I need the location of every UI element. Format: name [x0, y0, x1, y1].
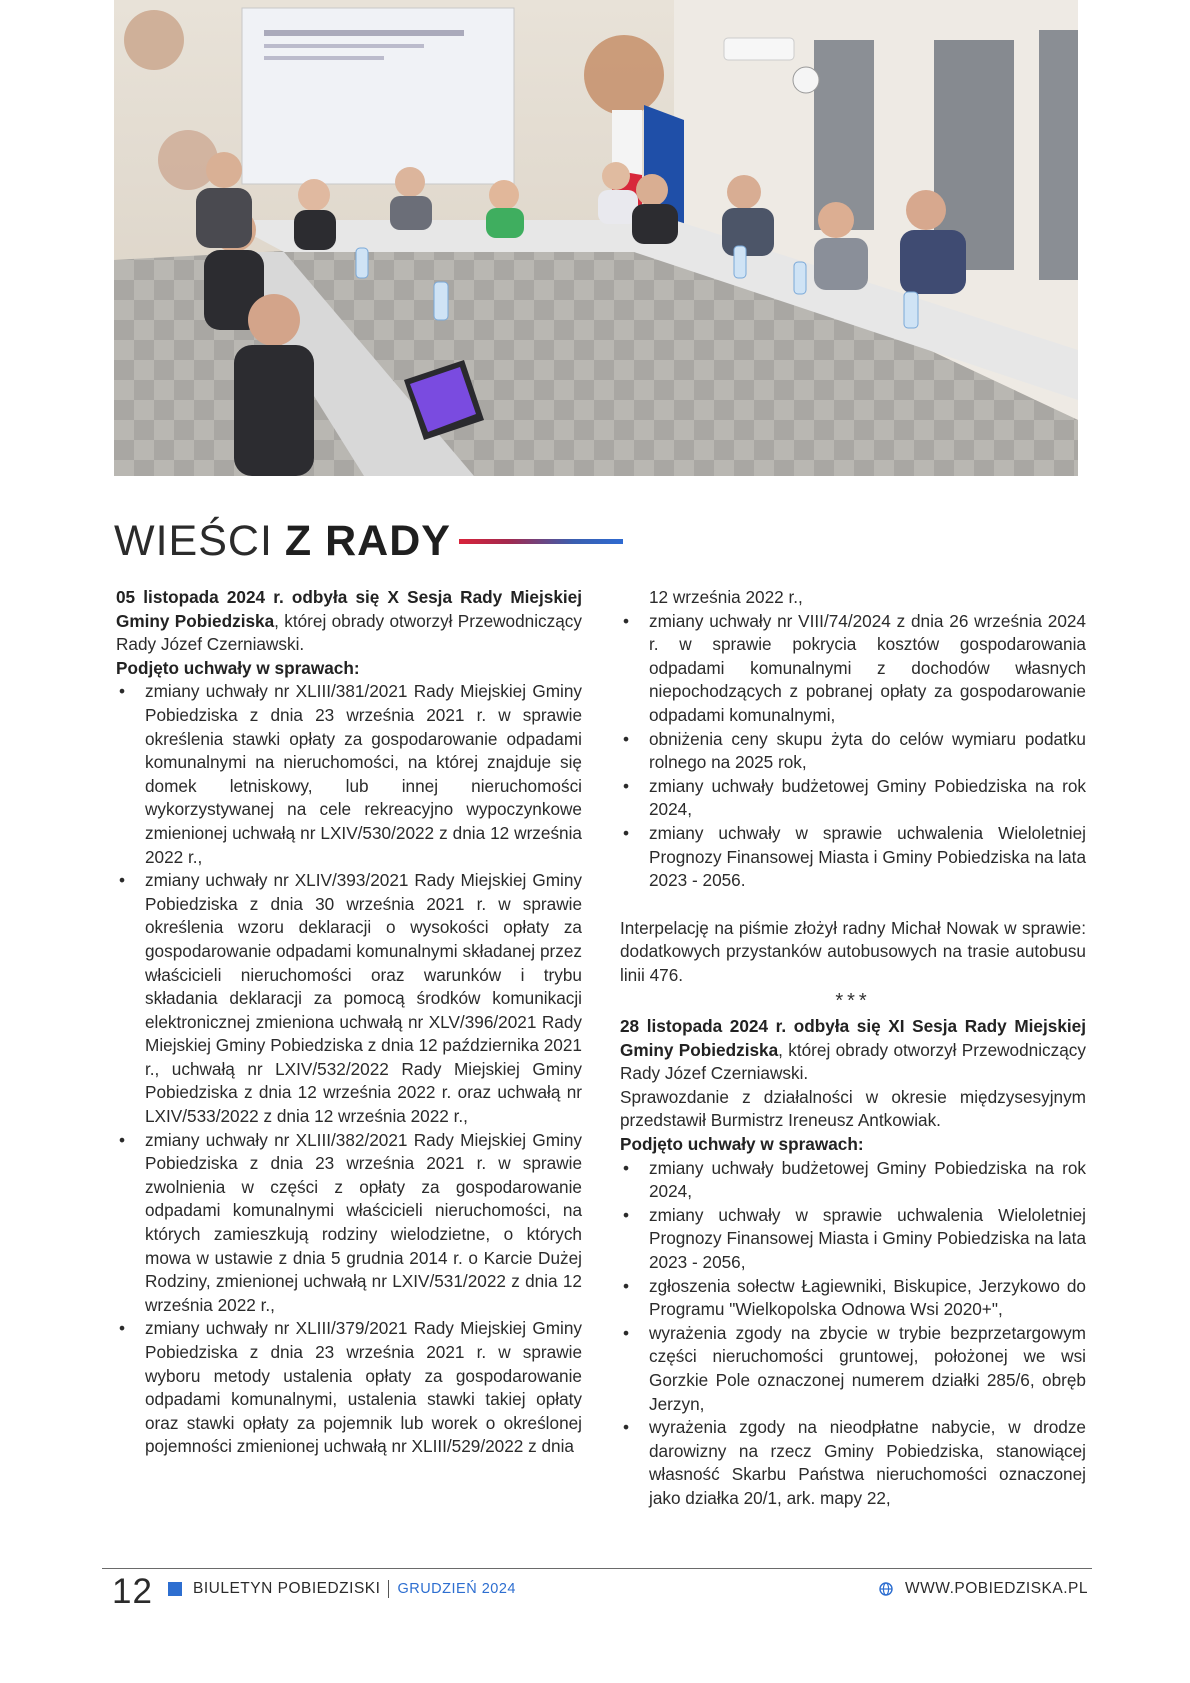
list-item: • zgłoszenia sołectw Łagiewniki, Biskupice, Jerzykowo do Programu "Wielkopolska Odnowa Wsi 2020+", — [620, 1275, 1086, 1322]
footer-website[interactable] — [879, 1580, 1088, 1598]
list-item: • wyrażenia zgody na nieodpłatne nabycie, w drodze darowizny na rzecz Gminy Pobiedziska, stanowiącej własność Skarbu Państwa nieruchomości oznaczonej jako działka 20/1, ark. mapy 22, — [620, 1416, 1086, 1510]
footer-divider — [102, 1568, 1092, 1569]
right-column — [620, 586, 1086, 1511]
list-item: • zmiany uchwały w sprawie uchwalenia Wieloletniej Prognozy Finansowej Miasta i Gminy Pobiedziska na lata 2023 - 2056, — [620, 1204, 1086, 1275]
heading-underline — [459, 539, 623, 544]
list-item: • zmiany uchwały nr XLIII/381/2021 Rady Miejskiej Gminy Pobiedziska z dnia 23 września 2021 r. w sprawie określenia stawki opłaty za gospodarowanie odpadami komunalnymi na nieruchomości, na której znajduje się domek letniskowy, lub innej nieruchomości wykorzystywanej na cele rekreacyjno wypoczynkowe zmienionej uchwałą nr LXIV/530/2022 z dnia 12 września 2022 r., — [116, 680, 582, 869]
resolutions-label — [116, 657, 582, 681]
heading-bold: Z RADY — [284, 517, 451, 565]
resolutions-list — [116, 680, 582, 1459]
session-intro — [116, 586, 582, 657]
publication-name: BIULETYN POBIEDZISKI — [193, 1580, 381, 1597]
list-item: • zmiany uchwały nr XLIII/379/2021 Rady Miejskiej Gminy Pobiedziska z dnia 23 września 2021 r. w sprawie wyboru metody ustalenia opłaty za gospodarowanie odpadami komunalnymi, ustalenia stawki takiej opłaty oraz stawki opłaty za pojemnik lub worek o określonej pojemności zmienionej uchwałą nr XLIII/529/2022 z dnia — [116, 1317, 582, 1459]
resolutions-list-continued — [620, 586, 1086, 893]
spacer — [620, 893, 1086, 917]
report-text: Sprawozdanie z działalności w okresie międzysesyjnym przedstawił Burmistrz Ireneusz Antkowiak. — [620, 1086, 1086, 1131]
list-item: • zmiany uchwały budżetowej Gminy Pobiedziska na rok 2024, — [620, 1157, 1086, 1204]
section-separator: *** — [835, 989, 871, 1012]
globe-icon — [879, 1582, 893, 1596]
footer-publication — [193, 1580, 516, 1598]
heading-light: WIEŚCI — [114, 517, 273, 565]
footer-separator — [388, 1580, 389, 1598]
website-link[interactable]: WWW.POBIEDZISKA.PL — [905, 1580, 1088, 1597]
council-session-photo — [114, 0, 1078, 476]
publication-month: GRUDZIEŃ 2024 — [397, 1581, 516, 1597]
list-item: • zmiany uchwały w sprawie uchwalenia Wieloletniej Prognozy Finansowej Miasta i Gminy Pobiedziska na lata 2023 - 2056. — [620, 822, 1086, 893]
list-item: • zmiany uchwały nr XLIII/382/2021 Rady Miejskiej Gminy Pobiedziska z dnia 23 września 2021 r. w sprawie zwolnienia w części z opłaty za gospodarowanie odpadami komunalnymi właścicieli nieruchomości, na których zamieszkują rodziny wielodzietne, o których mowa w ustawie z dnia 5 grudnia 2014 r. o Karcie Dużej Rodziny, zmienionej uchwałą nr LXIV/531/2022 z dnia 12 września 2022 r., — [116, 1129, 582, 1318]
resolutions-label-text: Podjęto uchwały w sprawach: — [116, 657, 360, 678]
list-item-continuation: 12 września 2022 r., — [649, 587, 803, 607]
section-heading — [114, 506, 451, 566]
session-date-bold: 05 listopada 2024 r. odbyła się X Sesja Rady Miejskiej Gminy Pobiedziska — [116, 587, 582, 631]
session-intro-rest: , której obrady otworzył Przewodniczący Rady Józef Czerniawski. — [116, 610, 582, 655]
council-session-photo-art — [114, 0, 1078, 476]
session2-date-bold: 28 listopada 2024 r. odbyła się XI Sesja Rady Miejskiej Gminy Pobiedziska — [620, 1016, 1086, 1060]
resolutions-label-2-text: Podjęto uchwały w sprawach: — [620, 1134, 864, 1155]
page-number: 12 — [112, 1572, 153, 1611]
list-item: • wyrażenia zgody na zbycie w trybie bezprzetargowym części nieruchomości gruntowej, położonej we wsi Gorzkie Pole oznaczonej numerem działki 285/6, obręb Jerzyn, — [620, 1322, 1086, 1416]
left-column — [116, 586, 582, 1459]
list-item: • zmiany uchwały nr VIII/74/2024 z dnia 26 września 2024 r. w sprawie pokrycia kosztów gospodarowania odpadami komunalnymi z dochodów własnych niepochodzących z pobranej opłaty za gospodarowanie odpadami komunalnymi, — [620, 610, 1086, 728]
resolutions-list-2 — [620, 1157, 1086, 1511]
list-item: • zmiany uchwały budżetowej Gminy Pobiedziska na rok 2024, — [620, 775, 1086, 822]
footer-square-icon — [168, 1582, 182, 1596]
session2-intro — [620, 1015, 1086, 1086]
session2-intro-rest: , której obrady otworzył Przewodniczący Rady Józef Czerniawski. — [620, 1039, 1086, 1084]
list-item: • obniżenia ceny skupu żyta do celów wymiaru podatku rolnego na 2025 rok, — [620, 728, 1086, 775]
resolutions-label-2 — [620, 1133, 1086, 1157]
interpellation-text: Interpelację na piśmie złożył radny Michał Nowak w sprawie: dodatkowych przystanków autobusowych na trasie autobusu linii 476. — [620, 917, 1086, 985]
list-item: • zmiany uchwały nr XLIV/393/2021 Rady Miejskiej Gminy Pobiedziska z dnia 30 września 2021 r. w sprawie określenia wzoru deklaracji o wysokości opłaty za gospodarowanie odpadami komunalnymi składanej przez właścicieli nieruchomości oraz warunków i trybu składania deklaracji za pomocą środków komunikacji elektronicznej zmieniona uchwałą nr XLV/396/2021 Rady Miejskiej Gminy Pobiedziska z dnia 12 października 2021 r., uchwałą nr LXIV/532/2022 Rady Miejskiej Gminy Pobiedziska z dnia 12 września 2022 r. oraz uchwałą nr LXIV/533/2022 z dnia 12 września 2022 r., — [116, 869, 582, 1129]
